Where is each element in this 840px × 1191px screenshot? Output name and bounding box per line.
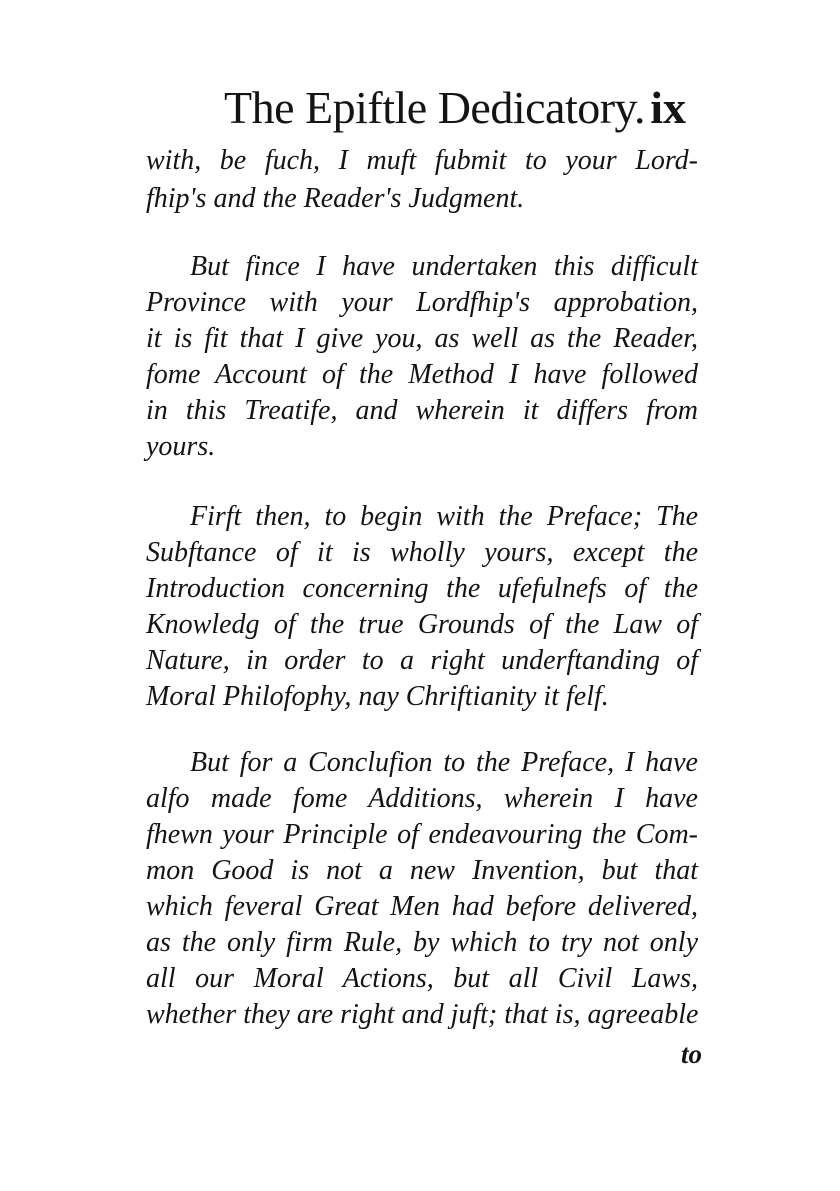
text-line: with, be fuch, I muft fubmit to your Lord- xyxy=(146,145,698,176)
text-line: But fince I have undertaken this difficult xyxy=(190,251,698,282)
text-line: it is fit that I give you, as well as the Reader, xyxy=(146,323,698,354)
text-line: yours. xyxy=(146,431,216,462)
text-line: But for a Conclufion to the Preface, I have xyxy=(190,747,698,778)
running-head xyxy=(224,78,686,138)
running-head-title: The Epiftle Dedicatory. xyxy=(224,82,646,133)
catchword: to xyxy=(680,1039,702,1069)
text-line: fhip's and the Reader's Judgment. xyxy=(146,183,525,214)
text-line: which feveral Great Men had before delivered, xyxy=(146,891,698,922)
text-line: mon Good is not a new Invention, but that xyxy=(146,855,698,886)
text-line: fhewn your Principle of endeavouring the Com- xyxy=(146,819,698,850)
text-line: Subftance of it is wholly yours, except the xyxy=(146,537,698,568)
text-line: Province with your Lordfhip's approbation, xyxy=(146,287,698,318)
text-line: alfo made fome Additions, wherein I have xyxy=(146,783,698,814)
text-line: Introduction concerning the ufefulnefs of the xyxy=(146,573,698,604)
text-line: as the only firm Rule, by which to try not only xyxy=(146,927,698,958)
text-line: fome Account of the Method I have followed xyxy=(146,359,698,390)
text-line: Knowledg of the true Grounds of the Law of xyxy=(146,609,698,640)
text-line: in this Treatife, and wherein it differs from xyxy=(146,395,698,426)
page-number: ix xyxy=(650,82,686,133)
text-line: Moral Philofophy, nay Chriftianity it felf. xyxy=(146,681,609,712)
text-line: Firft then, to begin with the Preface; The xyxy=(190,501,698,532)
text-line: whether they are right and juft; that is, agreeable xyxy=(146,999,699,1030)
text-line: Nature, in order to a right underftanding of xyxy=(146,645,698,676)
text-line: all our Moral Actions, but all Civil Laws, xyxy=(146,963,698,994)
